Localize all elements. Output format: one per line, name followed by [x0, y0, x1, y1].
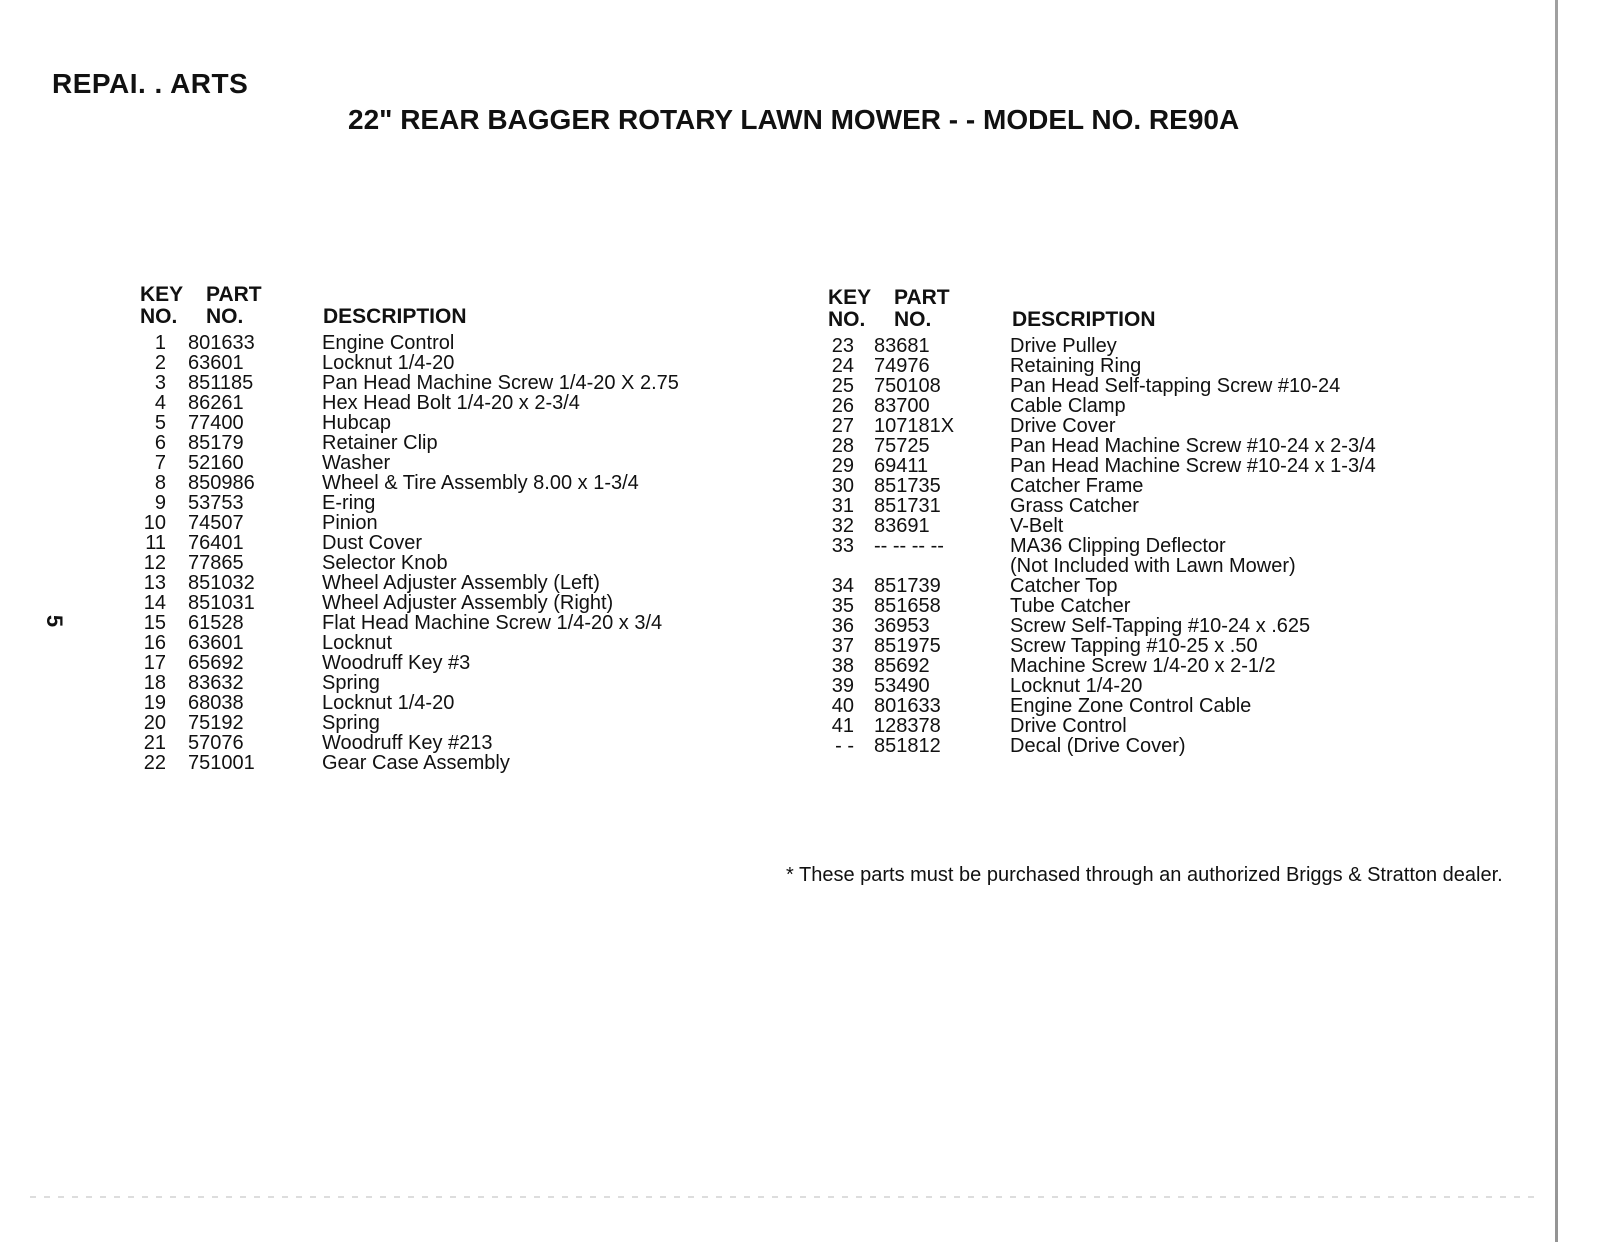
description-cell: Engine Control [322, 332, 455, 354]
footnote: * These parts must be purchased through an authorized Briggs & Stratton dealer. [786, 864, 1503, 886]
description-cell: MA36 Clipping Deflector [1010, 535, 1226, 557]
part-number-cell: 850986 [188, 472, 255, 494]
key-cell: 36 [831, 615, 854, 637]
key-header-line2: NO. [828, 308, 866, 331]
part-number-cell: 75725 [874, 435, 930, 457]
description-cell: E-ring [322, 492, 376, 514]
part-number-cell: 75192 [188, 712, 244, 734]
description-header: DESCRIPTION [323, 305, 467, 328]
key-cell: 11 [145, 532, 166, 554]
key-cell: 30 [831, 475, 854, 497]
page-number: 5 [42, 614, 68, 628]
part-number-cell: 63601 [188, 632, 244, 654]
key-cell: 22 [143, 752, 166, 774]
key-cell: 18 [143, 672, 166, 694]
key-cell: 12 [143, 552, 166, 574]
key-cell: 1 [154, 332, 166, 354]
part-number-cell: 801633 [188, 332, 255, 354]
part-number-cell: 68038 [188, 692, 244, 714]
description-cell: Locknut 1/4-20 [322, 692, 455, 714]
part-number-cell: 750108 [874, 375, 941, 397]
key-cell: 16 [143, 632, 166, 654]
key-cell: 6 [154, 432, 166, 454]
part-number-cell: 851975 [874, 635, 941, 657]
description-cell: Cable Clamp [1010, 395, 1126, 417]
part-number-cell: 63601 [188, 352, 244, 374]
description-cell: Retainer Clip [322, 432, 438, 454]
description-cell: Drive Control [1010, 715, 1127, 737]
key-cell: 25 [831, 375, 854, 397]
part-number-cell: 86261 [188, 392, 244, 414]
description-cell: Selector Knob [322, 552, 448, 574]
description-cell: Spring [322, 712, 380, 734]
part-number-cell: 107181X [874, 415, 955, 437]
description-cell: Spring [322, 672, 380, 694]
key-cell: 3 [154, 372, 166, 394]
description-cell: Wheel Adjuster Assembly (Left) [322, 572, 600, 594]
part-header-line1: PART [206, 283, 262, 306]
part-header-line2: NO. [894, 308, 932, 331]
page-title: 22" REAR BAGGER ROTARY LAWN MOWER - - MODEL NO. RE90A [348, 104, 1240, 135]
part-number-cell: 851812 [874, 735, 941, 757]
key-cell: - - [835, 735, 854, 757]
description-cell: Woodruff Key #3 [322, 652, 471, 674]
part-number-cell: 801633 [874, 695, 941, 717]
key-cell: 14 [143, 592, 166, 614]
key-cell: 8 [154, 472, 166, 494]
part-number-cell: 83632 [188, 672, 244, 694]
part-number-cell: 76401 [188, 532, 244, 554]
part-number-cell: 83691 [874, 515, 930, 537]
part-number-cell: 77400 [188, 412, 244, 434]
key-cell: 34 [831, 575, 854, 597]
description-cell: Hubcap [322, 412, 391, 434]
key-cell: 10 [143, 512, 166, 534]
part-number-cell: 36953 [874, 615, 930, 637]
key-cell: 35 [831, 595, 854, 617]
description-cell: Drive Cover [1010, 415, 1116, 437]
part-number-cell: 52160 [188, 452, 244, 474]
description-cell: Screw Tapping #10-25 x .50 [1010, 635, 1258, 657]
description-cell: Gear Case Assembly [322, 752, 510, 774]
part-number-cell: 74976 [874, 355, 930, 377]
part-number-cell: 851658 [874, 595, 941, 617]
key-cell: 29 [831, 455, 854, 477]
key-cell: 28 [831, 435, 854, 457]
key-cell: 23 [831, 335, 854, 357]
description-cell: Drive Pulley [1010, 335, 1117, 357]
key-cell: 38 [831, 655, 854, 677]
part-number-cell: 74507 [188, 512, 244, 534]
key-cell: 41 [831, 715, 854, 737]
part-number-cell: 851735 [874, 475, 941, 497]
description-cell: Woodruff Key #213 [322, 732, 493, 754]
description-cell: V-Belt [1010, 515, 1064, 537]
key-header-line2: NO. [140, 305, 178, 328]
section-header: REPAI. . ARTS [52, 68, 249, 99]
part-number-cell: 851031 [188, 592, 255, 614]
description-cell: Pan Head Machine Screw #10-24 x 2-3/4 [1010, 435, 1376, 457]
description-cell: Locknut [322, 632, 393, 654]
description-cell: Flat Head Machine Screw 1/4-20 x 3/4 [322, 612, 663, 634]
scan-bottom-noise [30, 1196, 1540, 1198]
description-cell: Pan Head Self-tapping Screw #10-24 [1010, 375, 1341, 397]
key-cell: 33 [831, 535, 854, 557]
description-cell: Locknut 1/4-20 [1010, 675, 1143, 697]
description-cell: Wheel & Tire Assembly 8.00 x 1-3/4 [322, 472, 639, 494]
part-number-cell: 851185 [188, 372, 254, 394]
description-cell: Machine Screw 1/4-20 x 2-1/2 [1010, 655, 1276, 677]
part-number-cell: -- -- -- -- [874, 535, 944, 557]
key-cell: 7 [154, 452, 166, 474]
key-cell: 17 [143, 652, 166, 674]
key-cell: 20 [143, 712, 166, 734]
part-number-cell: 57076 [188, 732, 244, 754]
description-cell: Locknut 1/4-20 [322, 352, 455, 374]
description-cell: Catcher Top [1010, 575, 1118, 597]
part-number-cell: 83681 [874, 335, 930, 357]
part-header-line2: NO. [206, 305, 244, 328]
part-number-cell: 61528 [188, 612, 244, 634]
description-cell: Retaining Ring [1010, 355, 1142, 377]
part-number-cell: 851731 [874, 495, 941, 517]
part-number-cell: 128378 [874, 715, 941, 737]
key-cell: 4 [154, 392, 166, 414]
description-cell: Dust Cover [322, 532, 423, 554]
description-cell: Pan Head Machine Screw 1/4-20 X 2.75 [322, 372, 679, 394]
part-number-cell: 53753 [188, 492, 244, 514]
part-number-cell: 83700 [874, 395, 930, 417]
key-header-line1: KEY [140, 283, 184, 306]
key-cell: 15 [143, 612, 166, 634]
description-cell: Decal (Drive Cover) [1010, 735, 1186, 757]
description-cell: Catcher Frame [1010, 475, 1144, 497]
part-number-cell: 77865 [188, 552, 244, 574]
scan-edge-line [1555, 0, 1558, 1242]
key-header-line1: KEY [828, 286, 872, 309]
part-number-cell: 851739 [874, 575, 941, 597]
description-cell: Screw Self-Tapping #10-24 x .625 [1010, 615, 1311, 637]
part-number-cell: 85692 [874, 655, 930, 677]
part-number-cell: 53490 [874, 675, 930, 697]
description-cell: Washer [322, 452, 391, 474]
description-cell: Wheel Adjuster Assembly (Right) [322, 592, 614, 614]
key-cell: 9 [154, 492, 166, 514]
key-cell: 39 [831, 675, 854, 697]
key-cell: 27 [831, 415, 854, 437]
description-cell: Hex Head Bolt 1/4-20 x 2-3/4 [322, 392, 580, 414]
description-cell: Grass Catcher [1010, 495, 1139, 517]
description-cell: Pinion [322, 512, 378, 534]
key-cell: 40 [831, 695, 854, 717]
key-cell: 2 [154, 352, 166, 374]
key-cell: 5 [154, 412, 166, 434]
description-cell: Tube Catcher [1010, 595, 1131, 617]
part-number-cell: 751001 [188, 752, 255, 774]
key-cell: 32 [831, 515, 854, 537]
part-number-cell: 85179 [188, 432, 244, 454]
part-number-cell: 851032 [188, 572, 255, 594]
part-number-cell: 69411 [874, 455, 929, 477]
key-cell: 21 [143, 732, 166, 754]
description-cell: Engine Zone Control Cable [1010, 695, 1252, 717]
key-cell: 13 [143, 572, 166, 594]
key-cell: 19 [143, 692, 166, 714]
part-header-line1: PART [894, 286, 950, 309]
key-cell: 31 [831, 495, 854, 517]
description-cell: Pan Head Machine Screw #10-24 x 1-3/4 [1010, 455, 1376, 477]
description-cell: (Not Included with Lawn Mower) [1010, 555, 1296, 577]
key-cell: 24 [831, 355, 854, 377]
key-cell: 26 [831, 395, 854, 417]
description-header: DESCRIPTION [1012, 308, 1156, 331]
part-number-cell: 65692 [188, 652, 244, 674]
key-cell: 37 [831, 635, 854, 657]
